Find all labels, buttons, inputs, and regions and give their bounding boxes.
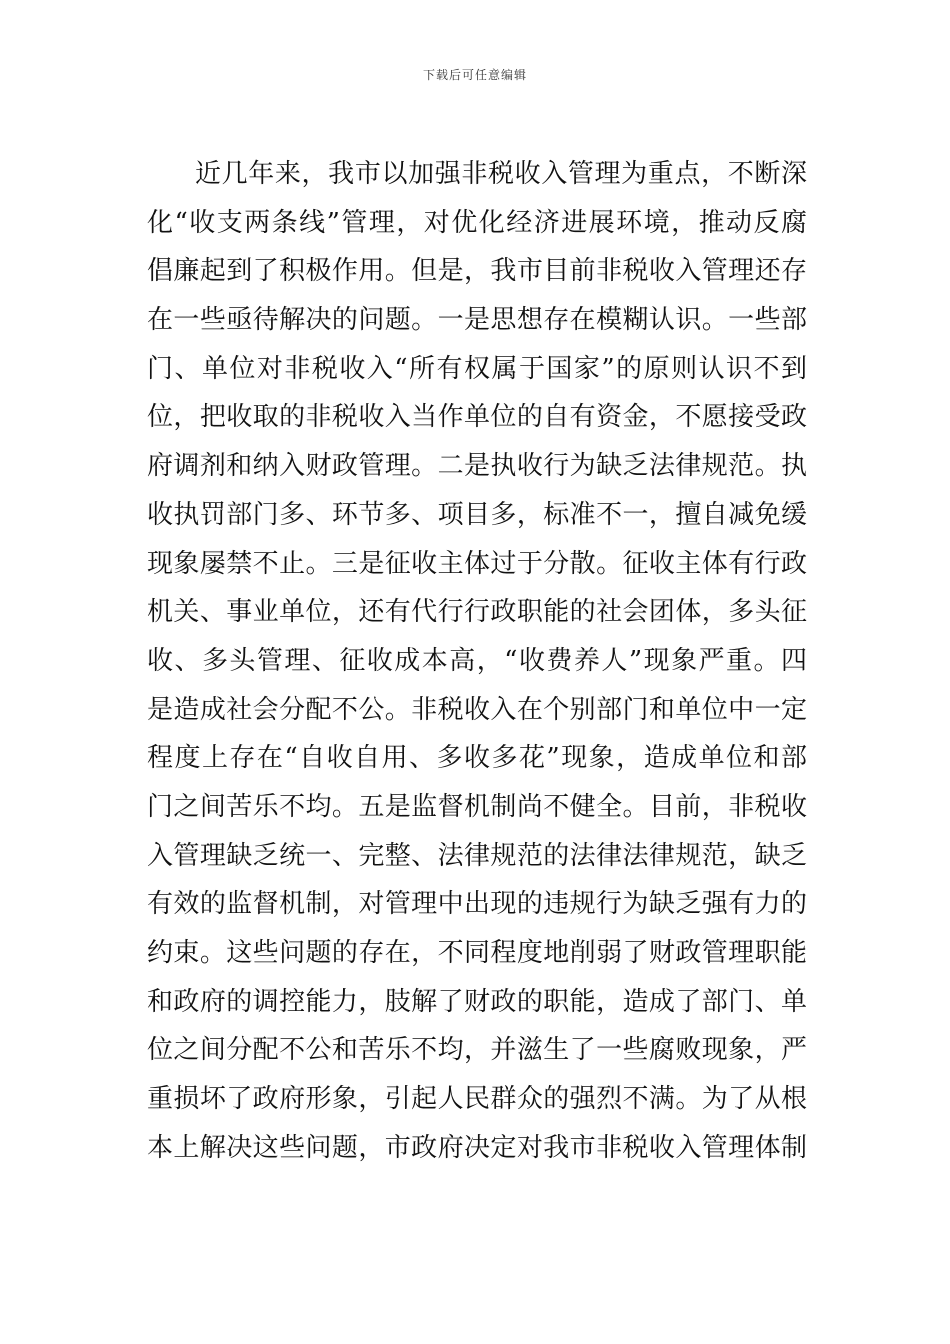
text-line: 倡廉起到了积极作用。但是，我市目前非税收入管理还存	[147, 256, 807, 287]
text-line: 近几年来，我市以加强非税收入管理为重点，不断深	[195, 159, 807, 189]
text-line: 是造成社会分配不公。非税收入在个别部门和单位中一定	[147, 694, 807, 725]
text-line: 和政府的调控能力，肢解了财政的职能，造成了部门、单	[147, 986, 807, 1017]
text-line: 重损坏了政府形象，引起人民群众的强烈不满。为了从根	[147, 1084, 807, 1115]
text-line: 府调剂和纳入财政管理。二是执收行为缺乏法律规范。执	[147, 451, 807, 482]
page-header-note: 下载后可任意编辑	[422, 68, 527, 82]
text-line: 约束。这些问题的存在，不同程度地削弱了财政管理职能	[147, 938, 807, 968]
text-line: 机关、事业单位，还有代行行政职能的社会团体，多头征	[147, 597, 807, 628]
text-line: 化“收支两条线”管理，对优化经济进展环境，推动反腐	[147, 207, 807, 238]
text-line: 位，把收取的非税收入当作单位的自有资金，不愿接受政	[147, 402, 807, 433]
text-line: 有效的监督机制，对管理中出现的违规行为缺乏强有力的	[147, 889, 807, 920]
text-line: 程度上存在“自收自用、多收多花”现象，造成单位和部	[147, 743, 807, 774]
text-line: 收、多头管理、征收成本高，“收费养人”现象严重。四	[147, 645, 807, 676]
text-line: 本上解决这些问题，市政府决定对我市非税收入管理体制	[147, 1132, 807, 1163]
text-line: 门之间苦乐不均。五是监督机制尚不健全。目前，非税收	[147, 791, 807, 822]
text-line: 现象屡禁不止。三是征收主体过于分散。征收主体有行政	[147, 548, 807, 579]
document-body	[147, 150, 807, 1172]
text-line: 门、单位对非税收入“所有权属于国家”的原则认识不到	[147, 353, 807, 384]
text-line: 入管理缺乏统一、完整、法律规范的法律法律规范，缺乏	[147, 840, 807, 871]
text-line: 位之间分配不公和苦乐不均，并滋生了一些腐败现象，严	[147, 1035, 807, 1066]
text-line: 收执罚部门多、环节多、项目多，标准不一，擅自减免缓	[147, 499, 807, 530]
text-line: 在一些亟待解决的问题。一是思想存在模糊认识。一些部	[147, 305, 807, 336]
